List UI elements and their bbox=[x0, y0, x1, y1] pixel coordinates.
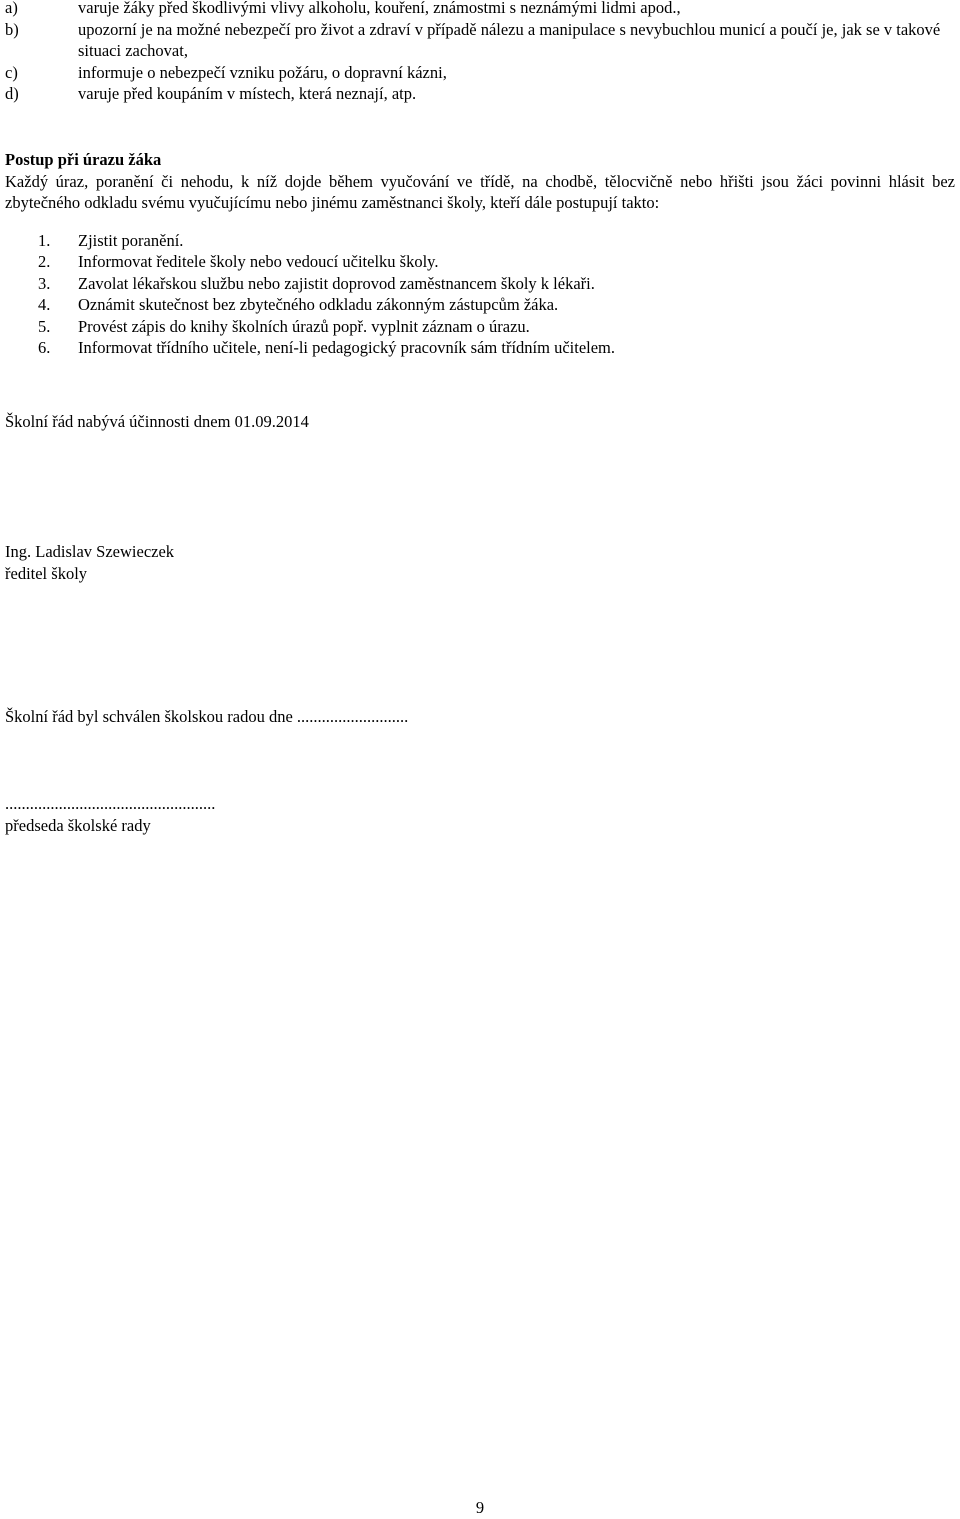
signatory-role: ředitel školy bbox=[5, 563, 88, 583]
page-number: 9 bbox=[475, 1498, 485, 1517]
director-signature-block bbox=[5, 541, 955, 584]
signatory-name: Ing. Ladislav Szewieczek bbox=[5, 542, 175, 561]
board-signature-block bbox=[5, 793, 955, 836]
list-item-text: Informovat ředitele školy nebo vedoucí učitelku školy. bbox=[78, 252, 439, 271]
list-marker: a) bbox=[5, 0, 18, 17]
list-marker: c) bbox=[5, 62, 18, 82]
list-marker: 1. bbox=[38, 230, 51, 250]
list-marker: 5. bbox=[38, 316, 51, 336]
approval-text: Školní řád byl schválen školskou radou dne ........................... bbox=[5, 707, 409, 726]
injury-steps-list bbox=[5, 230, 955, 359]
list-item-text: Oznámit skutečnost bez zbytečného odkladu zákonným zástupcům žáka. bbox=[78, 295, 559, 314]
list-item bbox=[5, 0, 955, 19]
list-marker: 4. bbox=[38, 295, 51, 314]
list-marker: b) bbox=[5, 19, 19, 39]
list-marker: 6. bbox=[38, 338, 51, 357]
list-item-text: upozorní je na možné nebezpečí pro život a zdraví v případě nálezu a manipulace s nevybuchlou municí a poučí je, jak se v takové situaci zachovat, bbox=[78, 19, 941, 60]
list-marker: 2. bbox=[38, 252, 51, 271]
list-item-text: Provést zápis do knihy školních úrazů popř. vyplnit záznam o úrazu. bbox=[78, 316, 530, 336]
list-item bbox=[5, 294, 955, 316]
list-item bbox=[5, 83, 955, 105]
list-item bbox=[5, 230, 955, 252]
list-item bbox=[5, 337, 955, 359]
list-marker: d) bbox=[5, 84, 19, 103]
list-item-text: Zavolat lékařskou službu nebo zajistit doprovod zaměstnancem školy k lékaři. bbox=[78, 273, 595, 293]
section-heading: Postup při úrazu žáka bbox=[5, 150, 162, 169]
list-item-text: varuje žáky před škodlivými vlivy alkoholu, kouření, známostmi s neznámými lidmi apod., bbox=[78, 0, 681, 17]
list-item bbox=[5, 251, 955, 273]
letter-list bbox=[5, 0, 955, 105]
list-item bbox=[5, 273, 955, 295]
effective-date-text: Školní řád nabývá účinnosti dnem 01.09.2014 bbox=[5, 412, 309, 431]
injury-procedure-section bbox=[5, 149, 955, 359]
signature-dots: ................................................... bbox=[5, 794, 216, 813]
list-item bbox=[5, 62, 955, 84]
board-chair-role: předseda školské rady bbox=[5, 815, 151, 835]
list-item bbox=[5, 19, 955, 62]
section-paragraph: Každý úraz, poranění či nehodu, k níž dojde během vyučování ve třídě, na chodbě, tělocvičně nebo hřišti jsou žáci povinni hlásit bez zbytečného odkladu svému vyučujícímu nebo jinému zaměstnanci školy, kteří dále postupují takto: bbox=[5, 171, 955, 212]
list-item-text: varuje před koupáním v místech, která neznají, atp. bbox=[78, 84, 417, 103]
list-marker: 3. bbox=[38, 273, 51, 293]
list-item-text: Zjistit poranění. bbox=[78, 230, 184, 250]
list-item-text: informuje o nebezpečí vzniku požáru, o dopravní kázni, bbox=[78, 62, 447, 82]
list-item bbox=[5, 316, 955, 338]
list-item-text: Informovat třídního učitele, není-li pedagogický pracovník sám třídním učitelem. bbox=[78, 338, 616, 357]
